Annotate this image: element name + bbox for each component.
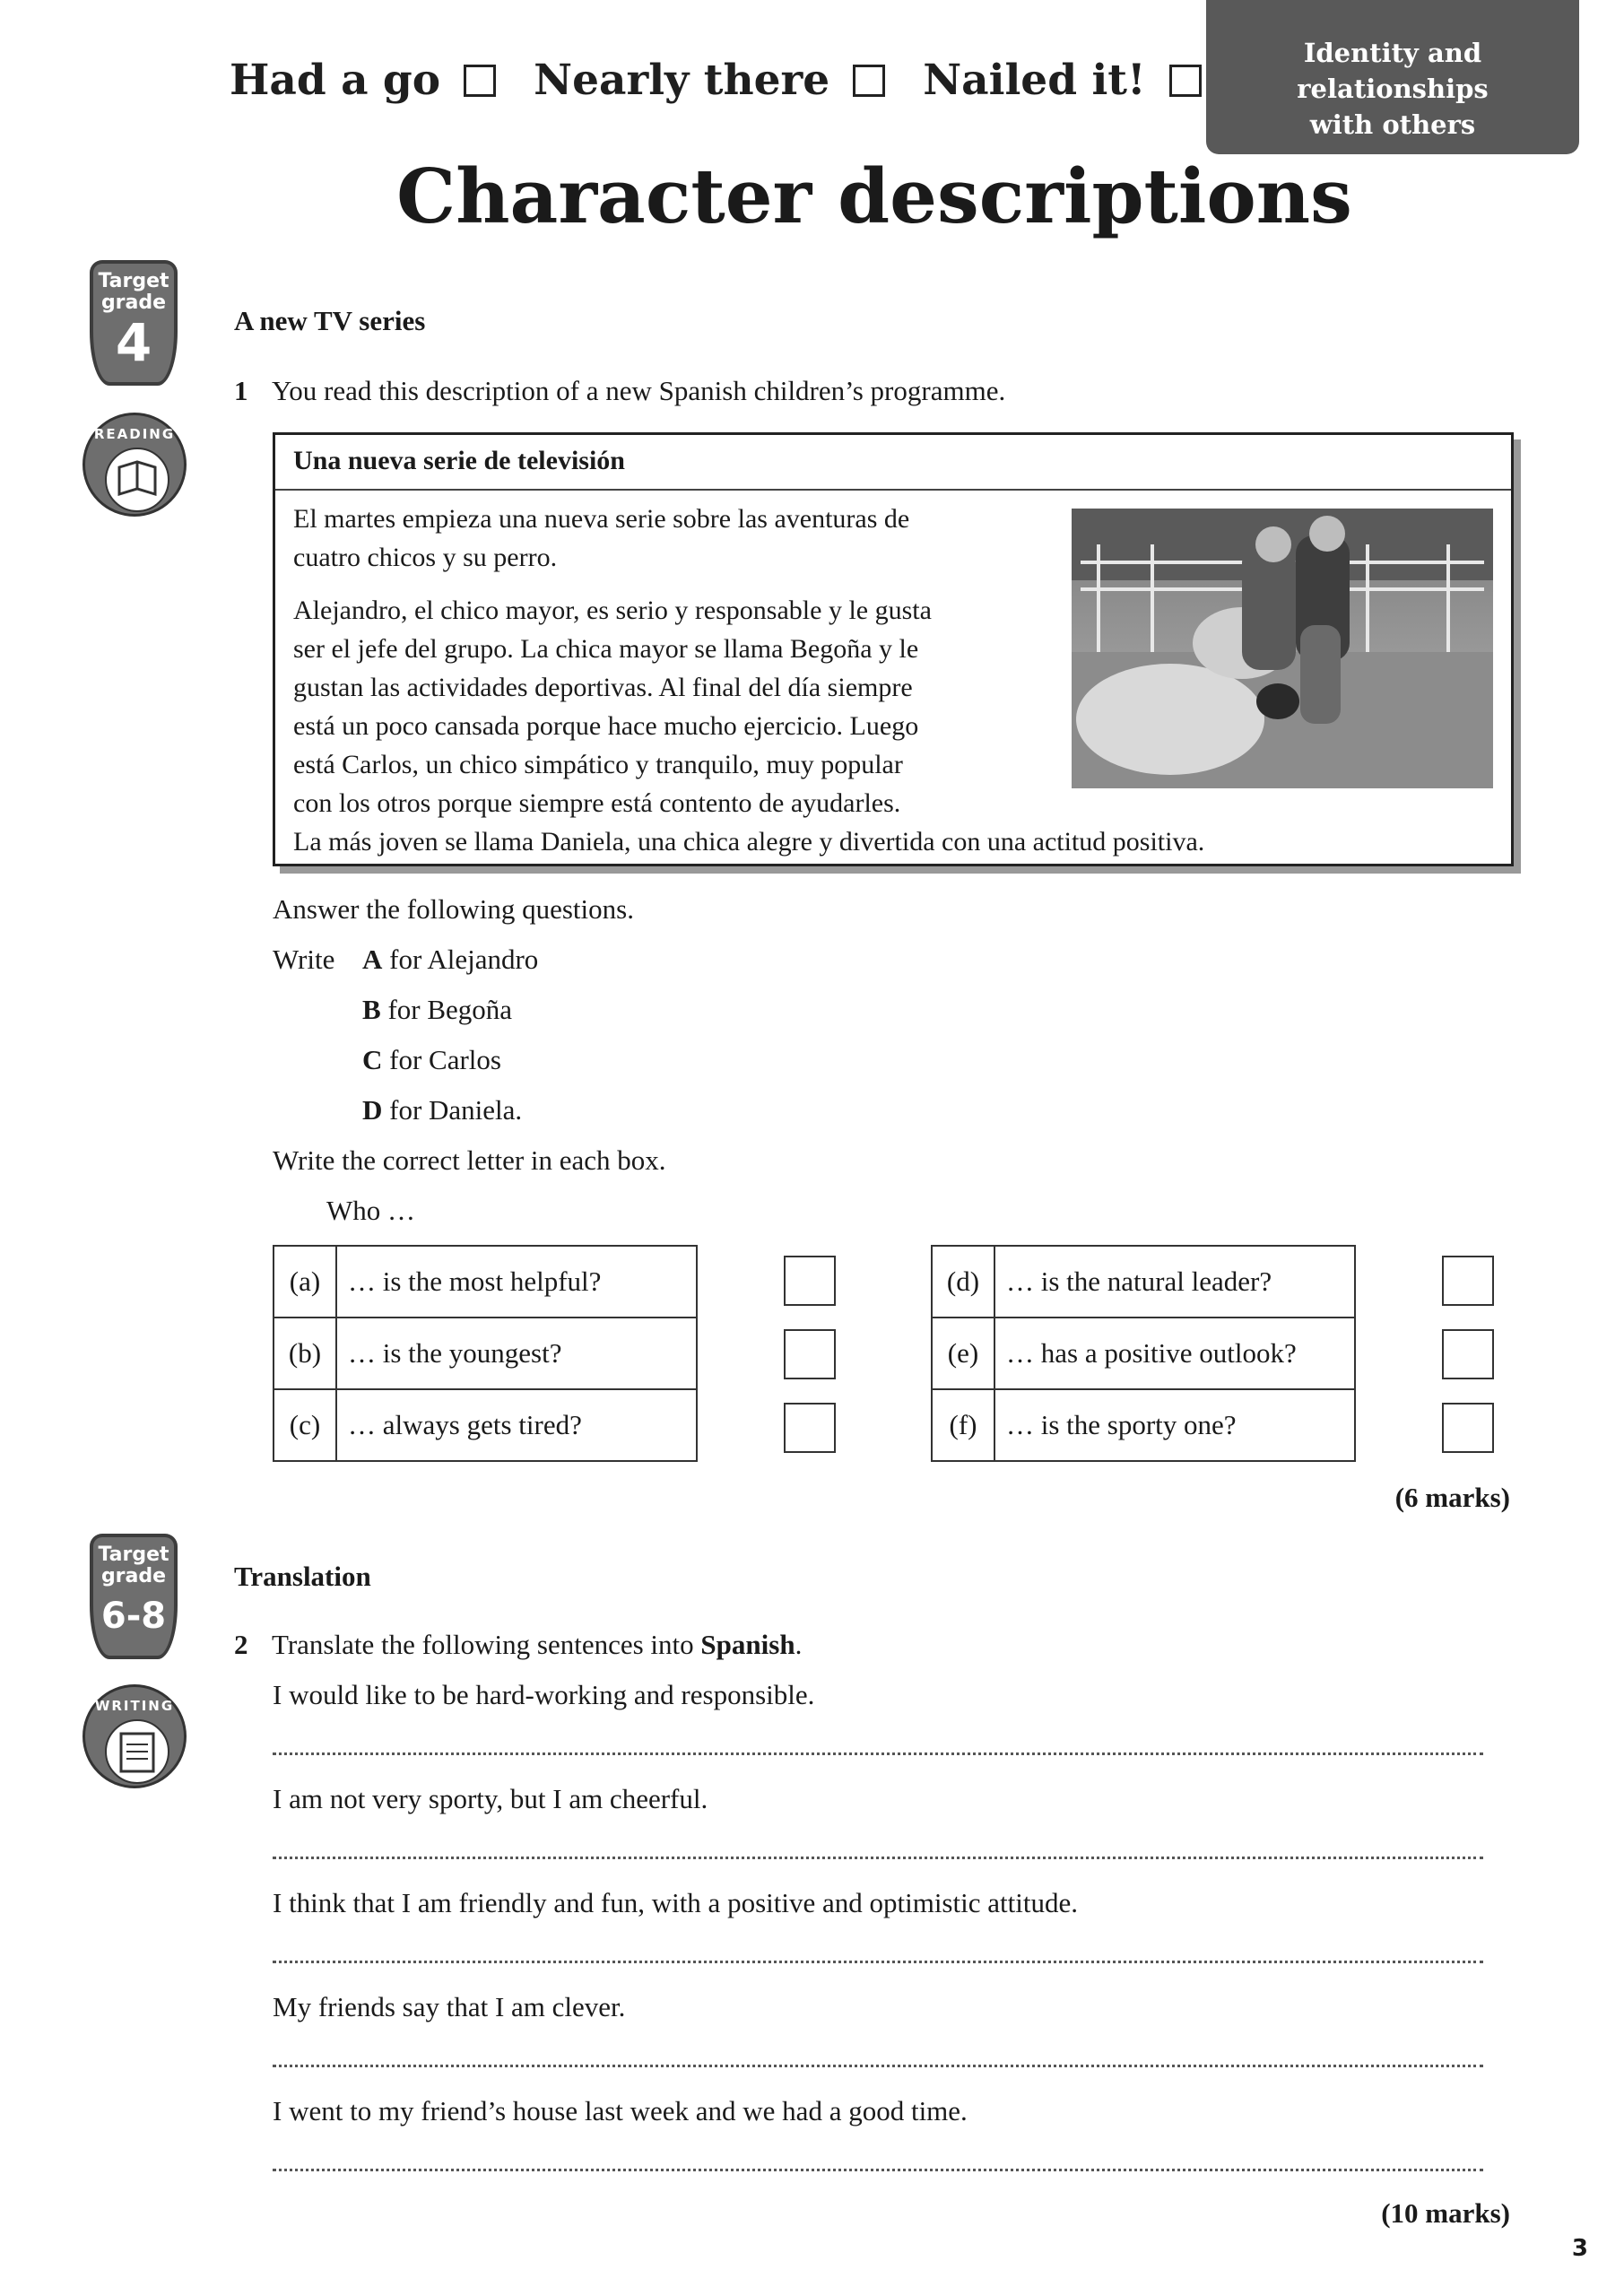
answer-box-d[interactable] — [1442, 1256, 1494, 1306]
photo-children-with-sheep — [1072, 509, 1493, 788]
option-letter: C — [362, 1044, 383, 1075]
question-text: … is the most helpful? — [336, 1246, 697, 1318]
option-a — [362, 944, 538, 976]
skill-label: WRITING — [94, 1698, 175, 1714]
answer-line-3[interactable] — [273, 1952, 1483, 1963]
nailed-it-checkbox[interactable] — [1169, 65, 1202, 97]
letter-box-instruction: Write the correct letter in each box. — [273, 1144, 666, 1176]
reading-passage-box — [273, 432, 1514, 866]
progress-tracker — [230, 56, 1239, 105]
question-id: (b) — [274, 1318, 336, 1389]
target-grade-label: Target grade — [98, 270, 169, 314]
option-c — [362, 1044, 501, 1076]
question-id: (a) — [274, 1246, 336, 1318]
passage-line: Alejandro, el chico mayor, es serio y responsable y le gusta — [293, 596, 932, 625]
topic-tab-line2: with others — [1309, 109, 1476, 140]
target-grade-badge — [90, 1534, 178, 1659]
write-instruction: Write — [273, 944, 335, 975]
option-text: for Carlos — [389, 1044, 501, 1075]
passage-line: El martes empieza una nueva serie sobre las aventuras de — [293, 504, 910, 534]
answer-line-1[interactable] — [273, 1744, 1483, 1755]
question-id: (d) — [932, 1246, 994, 1318]
translation-sentence-1: I would like to be hard-working and responsible. — [273, 1679, 815, 1710]
target-grade-value: 6-8 — [100, 1596, 167, 1637]
passage-line: está Carlos, un chico simpático y tranquilo, muy popular — [293, 750, 903, 779]
page-title: Character descriptions — [396, 152, 1352, 240]
had-a-go-checkbox[interactable] — [464, 65, 496, 97]
questions-table-right — [931, 1245, 1356, 1462]
answer-box-c[interactable] — [784, 1403, 836, 1453]
question-id: (f) — [932, 1389, 994, 1461]
target-grade-value: 4 — [115, 312, 152, 373]
question-row — [932, 1318, 1355, 1389]
questions-table-left — [273, 1245, 698, 1462]
passage-line: con los otros porque siempre está contento de ayudarles. — [293, 788, 901, 818]
question-text: … has a positive outlook? — [994, 1318, 1355, 1389]
question1-line — [234, 375, 1005, 407]
option-letter: A — [362, 944, 383, 975]
topic-tab — [1206, 0, 1579, 154]
answer-line-5[interactable] — [273, 2160, 1483, 2171]
question-row — [274, 1389, 697, 1461]
question-row — [932, 1389, 1355, 1461]
who-prompt: Who … — [326, 1195, 416, 1226]
nearly-there-checkbox[interactable] — [853, 65, 885, 97]
reading-skill-icon — [83, 413, 187, 517]
question-id: (c) — [274, 1389, 336, 1461]
target-grade-badge — [90, 260, 178, 386]
translation-sentence-5: I went to my friend’s house last week and we had a good time. — [273, 2095, 968, 2126]
skill-label: READING — [93, 426, 176, 442]
question-number: 1 — [234, 375, 248, 406]
section1-marks: (6 marks) — [1394, 1482, 1510, 1513]
target-grade-label: Target grade — [98, 1544, 169, 1587]
question-text: … is the sporty one? — [994, 1389, 1355, 1461]
passage-title: Una nueva serie de televisión — [275, 435, 1511, 491]
question-text: Translate the following sentences into — [272, 1629, 694, 1660]
answer-line-2[interactable] — [273, 1848, 1483, 1859]
answer-box-f[interactable] — [1442, 1403, 1494, 1453]
passage-line: está un poco cansada porque hace mucho ejercicio. Luego — [293, 711, 919, 741]
answer-box-e[interactable] — [1442, 1329, 1494, 1379]
question-row — [932, 1246, 1355, 1318]
translation-sentence-4: My friends say that I am clever. — [273, 1991, 626, 2022]
question-row — [274, 1318, 697, 1389]
section2-heading: Translation — [234, 1561, 371, 1592]
passage-line: cuatro chicos y su perro. — [293, 543, 558, 572]
option-letter: D — [362, 1094, 383, 1126]
translation-sentence-2: I am not very sporty, but I am cheerful. — [273, 1783, 708, 1814]
question-id: (e) — [932, 1318, 994, 1389]
translation-sentence-3: I think that I am friendly and fun, with a positive and optimistic attitude. — [273, 1887, 1078, 1918]
passage-line: La más joven se llama Daniela, una chica alegre y divertida con una actitud positiva. — [293, 827, 1205, 857]
page-number: 3 — [1571, 2235, 1588, 2262]
section2-marks: (10 marks) — [1381, 2197, 1510, 2229]
question2-line — [234, 1629, 802, 1661]
question-row — [274, 1246, 697, 1318]
question-text: … is the natural leader? — [994, 1246, 1355, 1318]
option-letter: B — [362, 994, 381, 1025]
option-b — [362, 994, 512, 1026]
section1-heading: A new TV series — [234, 305, 426, 336]
progress-label-nearly-there: Nearly there — [534, 56, 830, 105]
answer-line-4[interactable] — [273, 2056, 1483, 2067]
question-text: You read this description of a new Spanish children’s programme. — [272, 375, 1006, 406]
passage-line: gustan las actividades deportivas. Al final del día siempre — [293, 673, 913, 702]
answer-box-a[interactable] — [784, 1256, 836, 1306]
notepad-icon — [105, 1719, 169, 1784]
writing-skill-icon — [83, 1684, 187, 1788]
option-text: for Begoña — [387, 994, 513, 1025]
option-d — [362, 1094, 522, 1126]
answer-instruction: Answer the following questions. — [273, 893, 634, 925]
book-icon — [105, 448, 169, 512]
question-number: 2 — [234, 1629, 248, 1660]
question-text-end: . — [795, 1629, 803, 1660]
question-text-bold: Spanish — [700, 1629, 795, 1660]
question-text: … always gets tired? — [336, 1389, 697, 1461]
topic-tab-line1: Identity and relationships — [1297, 38, 1489, 104]
option-text: for Alejandro — [389, 944, 539, 975]
passage-paragraph-1 — [293, 500, 909, 577]
option-text: for Daniela. — [389, 1094, 523, 1126]
progress-label-nailed-it: Nailed it! — [923, 56, 1146, 105]
answer-box-b[interactable] — [784, 1329, 836, 1379]
question-text: … is the youngest? — [336, 1318, 697, 1389]
progress-label-had-a-go: Had a go — [230, 56, 441, 105]
passage-line: ser el jefe del grupo. La chica mayor se llama Begoña y le — [293, 634, 919, 664]
passage-paragraph-2 — [293, 591, 1204, 861]
